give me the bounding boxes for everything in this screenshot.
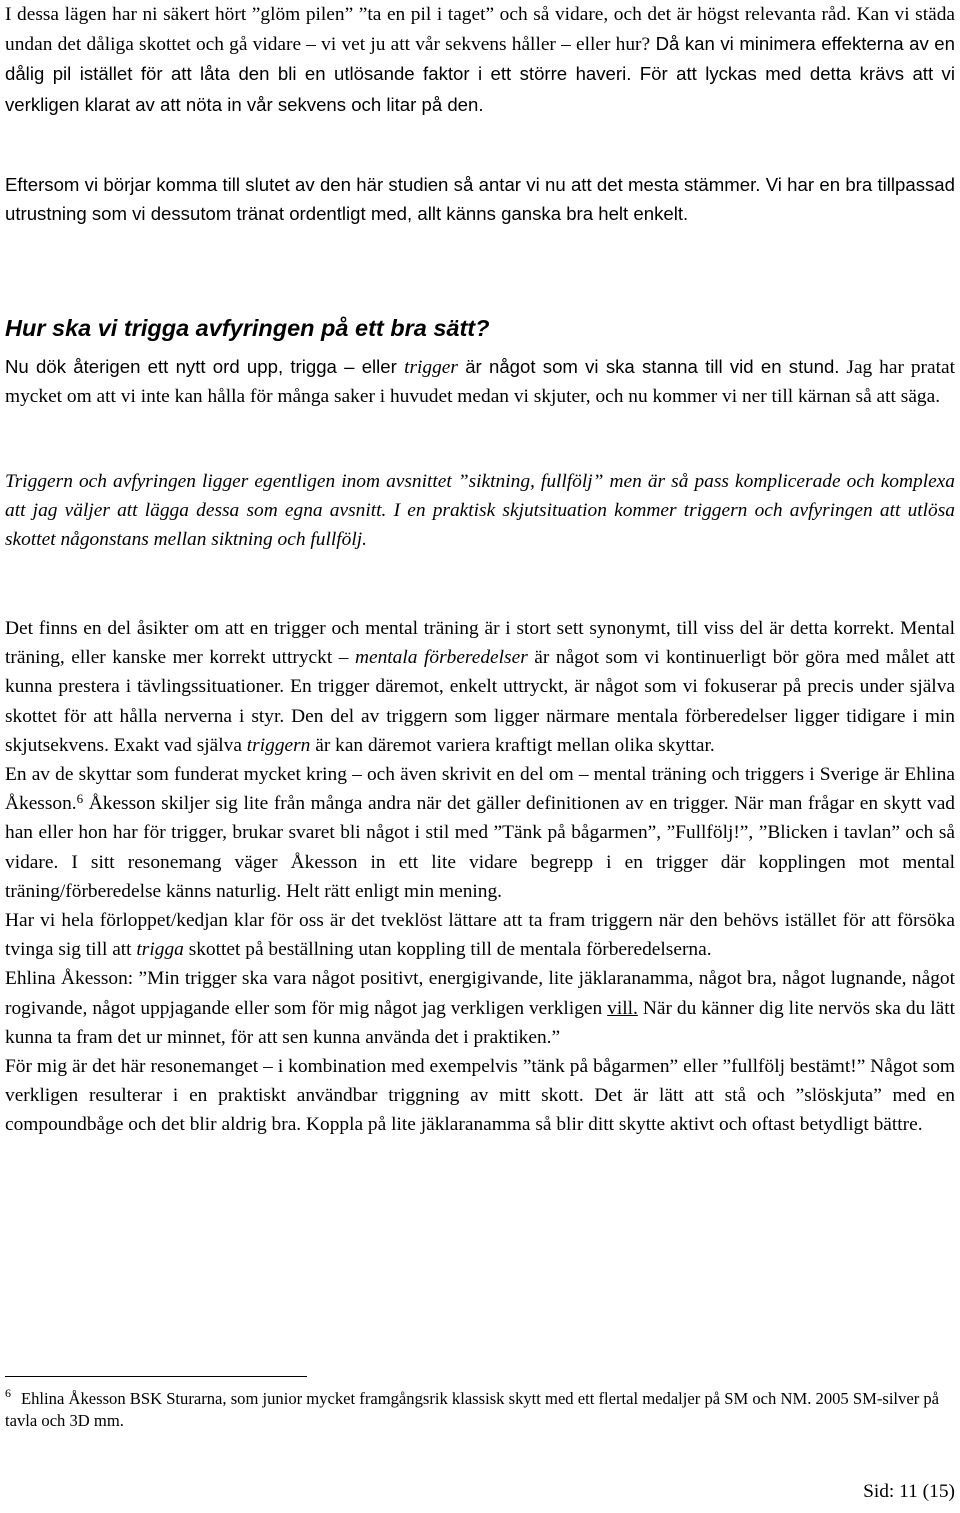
section-heading: Hur ska vi trigga avfyringen på ett bra sätt? <box>5 315 490 341</box>
term-trigga: trigga <box>136 939 184 961</box>
paragraph-5b <box>5 760 955 906</box>
paragraph-5b-text-cont: Åkesson skiljer sig lite från många andra när det gäller definitionen av en trigger. När man frågar en skytt vad han eller hon har för trigger, brukar svaret bli något i stil med ”Tänk på bågarmen”, ”Fullfölj!”, ”Blicken i tavlan” och så vidare. I sitt resonemang väger Åkesson in ett lite vidare begrepp i en trigger där kopplingen mot mental träning/förberedelse känns naturlig. Helt rätt enligt min mening. <box>5 793 955 902</box>
paragraph-5e: För mig är det här resonemanget – i kombination med exempelvis ”tänk på bågarmen” eller ”fullfölj bestämt!” Något som verkligen resulterar i en praktiskt användbar triggning av mitt skott. Det är lätt att stå och ”slöskjuta” med en compoundbåge och det blir aldrig bra. Koppla på lite jäklaranamma så blir ditt skytte aktivt och oftast betydligt bättre. <box>5 1056 955 1136</box>
footnote-number: 6 <box>5 1386 11 1400</box>
footnote <box>5 1388 955 1432</box>
underlined-word: vill. <box>607 997 638 1019</box>
paragraph-5a <box>5 614 955 760</box>
paragraph-5c-text-end: skottet på beställning utan koppling till de mentala förberedelserna. <box>183 939 712 961</box>
quote-text: Ehlina Åkesson: ”Min trigger ska vara något positivt, energigivande, lite jäklaranamma, något bra, något lugnande, något rogivande, något uppjagande eller som för mig något jag verkligen verkligen <box>5 968 955 1019</box>
paragraph-1 <box>5 0 955 120</box>
footnote-divider <box>5 1376 307 1377</box>
paragraph-1-sans-text: Då kan vi minimera effekterna av en dålig pil istället för att låta den bli en utlösande faktor i ett större haveri. För att lyckas med detta krävs att vi verkligen klarat av att nöta in vår sekvens och litar på den. <box>5 33 955 115</box>
paragraph-3-text-c: är något som vi ska stanna till vid en stund. <box>457 356 840 377</box>
paragraph-3-text-d: Jag har pratat mycket om att vi inte kan hålla för många saker i huvudet medan vi skjuter, och nu kommer vi ner till kärnan så att säga. <box>5 357 955 408</box>
paragraph-3-text-a: Nu dök återigen ett nytt ord upp, trigga – eller <box>5 356 405 377</box>
paragraph-5a-text-end: är kan däremot variera kraftigt mellan olika skyttar. <box>310 734 715 756</box>
quote-text-end: När du känner dig lite nervös ska du lätt kunna ta fram det ur minnet, för att sen kunna använda det i praktiken.” <box>5 997 955 1048</box>
paragraph-2: Eftersom vi börjar komma till slutet av den här studien så antar vi nu att det mesta stämmer. Vi har en bra tillpassad utrustning som vi dessutom tränat ordentligt med, allt känns ganska bra helt enkelt. <box>5 174 955 225</box>
term-triggern: triggern <box>246 734 311 756</box>
paragraph-5c <box>5 906 955 964</box>
paragraph-1-serif-text: I dessa lägen har ni säkert hört ”glöm pilen” ”ta en pil i taget” och så vidare, och det är högst relevanta råd. Kan vi städa undan det dåliga skottet och gå vidare – vi vet ju att vår sekvens håller – eller hur? <box>5 4 955 56</box>
paragraph-5a-text: Det finns en del åsikter om att en trigger och mental träning är i stort sett synonymt, till viss del är detta korrekt. Mental träning, eller kanske mer korrekt uttryckt – <box>5 618 955 669</box>
paragraph-5c-text: Har vi hela förloppet/kedjan klar för oss är det tveklöst lättare att ta fram triggern när den behövs istället för att försöka tvinga sig till att <box>5 910 955 961</box>
paragraph-4-text-b: I en praktisk skjutsituation kommer triggern och avfyringen att utlösa skottet någonstans mellan siktning och fullfölj. <box>5 500 955 551</box>
page-number: Sid: 11 (15) <box>863 1481 955 1502</box>
footnote-reference[interactable]: 6 <box>76 791 84 807</box>
paragraph-4 <box>5 467 955 555</box>
paragraph-5a-text-cont: är något som vi kontinuerligt bör göra med målet att kunna prestera i tävlingssituationer. En trigger däremot, enkelt uttryckt, är något som vi fokuserar på precis under själva skottet för att hålla nerverna i styr. Den del av triggern som ligger närmare mentala förberedelser ligger tidigare i min skjutsekvens. Exakt vad själva <box>5 647 955 756</box>
paragraph-4-text-a: Triggern och avfyringen ligger egentligen inom avsnittet ”siktning, fullfölj” men är så pass komplicerade och komplexa att jag väljer att lägga dessa som egna avsnitt. <box>5 471 955 522</box>
paragraph-5b-text: En av de skyttar som funderat mycket kring – och även skrivit en del om – mental träning och triggers i Sverige är Ehlina Åkesson. <box>5 764 955 815</box>
quote-paragraph <box>5 964 955 1052</box>
paragraph-3-term-trigger: trigger <box>404 357 458 378</box>
paragraph-5-block <box>5 614 955 1140</box>
term-mentala-forberedelser: mentala förberedelser <box>354 647 528 669</box>
footnote-text: Ehlina Åkesson BSK Sturarna, som junior mycket framgångsrik klassisk skytt med ett flertal medaljer på SM och NM. 2005 SM-silver på tavla och 3D mm. <box>5 1389 940 1430</box>
paragraph-3 <box>5 352 955 411</box>
